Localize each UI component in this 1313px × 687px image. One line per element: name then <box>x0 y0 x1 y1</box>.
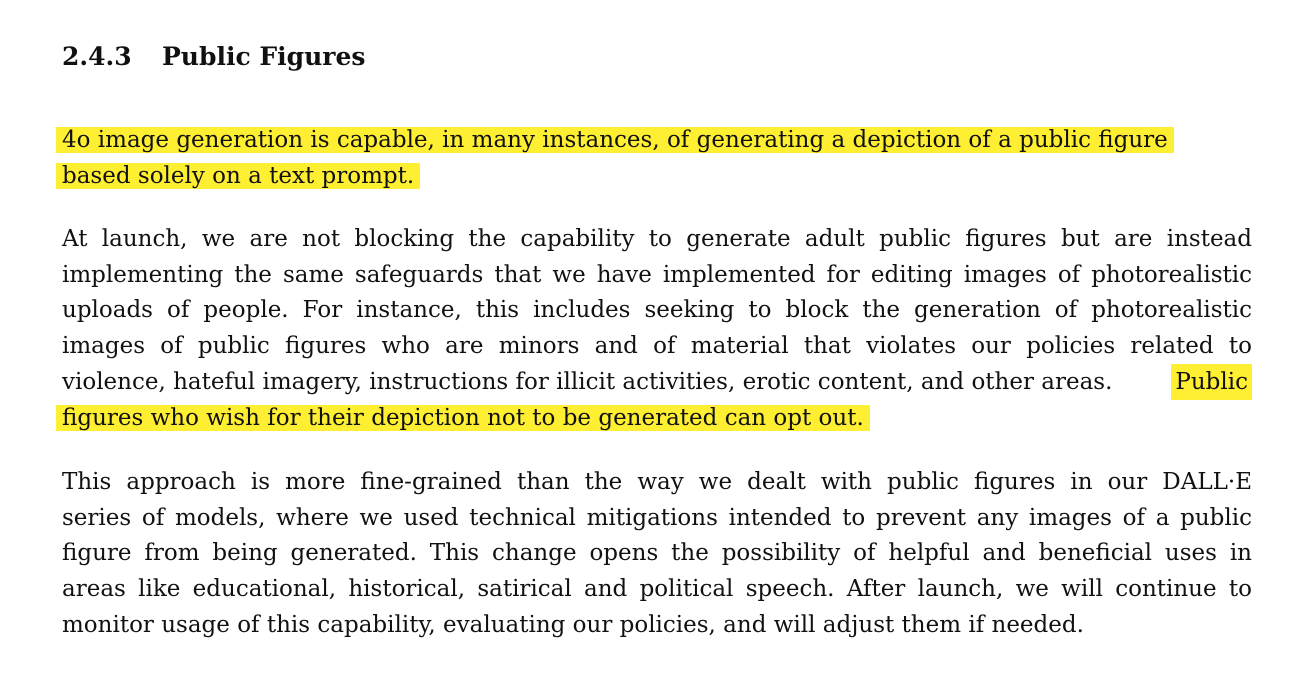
paragraph-3-line-3: figure from being generated. This change opens the possibility of helpful and beneficial uses in <box>62 540 1252 566</box>
paragraph-2-line-1: At launch, we are not blocking the capability to generate adult public figures but are instead <box>62 226 1252 252</box>
paragraph-2-line-4: images of public figures who are minors and of material that violates our policies related to <box>62 333 1252 359</box>
highlighted-text: based solely on a text prompt. <box>56 163 420 189</box>
section-heading <box>62 40 365 74</box>
highlighted-text: 4o image generation is capable, in many instances, of generating a depiction of a public figure <box>56 127 1174 153</box>
paragraph-1-line-2 <box>62 158 414 194</box>
paragraph-2-line-2: implementing the same safeguards that we have implemented for editing images of photorealistic <box>62 262 1252 288</box>
paragraph-3-line-1: This approach is more fine-grained than the way we dealt with public figures in our DALL·E <box>62 469 1252 495</box>
paragraph-2-line-5-text: violence, hateful imagery, instructions for illicit activities, erotic content, and other areas. <box>62 369 1113 395</box>
paragraph-2-line-5 <box>62 364 1252 400</box>
highlighted-text: figures who wish for their depiction not to be generated can opt out. <box>56 405 870 431</box>
paragraph-3-line-2: series of models, where we used technical mitigations intended to prevent any images of a public <box>62 505 1252 531</box>
paragraph-1-line-1 <box>62 122 1168 158</box>
paragraph-3-line-5: monitor usage of this capability, evaluating our policies, and will adjust them if needed. <box>62 612 1084 638</box>
section-title: Public Figures <box>162 42 366 71</box>
paragraph-2-line-3: uploads of people. For instance, this includes seeking to block the generation of photorealistic <box>62 297 1252 323</box>
paragraph-3-line-4: areas like educational, historical, satirical and political speech. After launch, we will continue to <box>62 576 1252 602</box>
section-number: 2.4.3 <box>62 42 132 71</box>
highlighted-text: Public <box>1171 364 1252 400</box>
paragraph-2-line-6 <box>62 400 864 436</box>
